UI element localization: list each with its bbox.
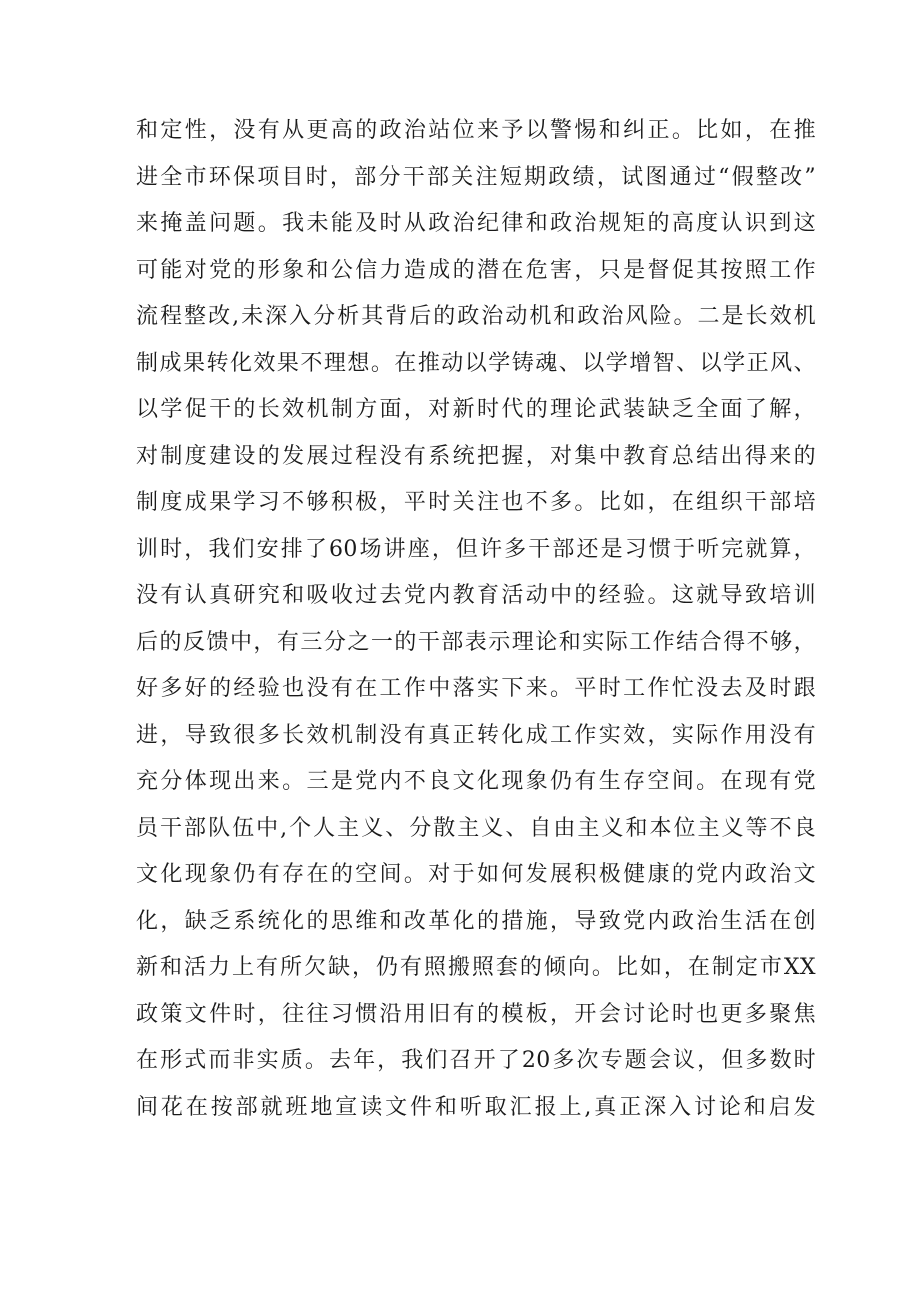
text-line: 进全市环保项目时，部分干部关注短期政绩，试图通过“假整改” (136, 164, 816, 190)
text-line: 充分体现出来。三是党内不良文化现象仍有生存空间。在现有党 (136, 769, 816, 794)
text-line: 没有认真研究和吸收过去党内教育活动中的经验。这就导致培训 (136, 583, 816, 608)
text-line: 制成果转化效果不理想。在推动以学铸魂、以学增智、以学正风、 (136, 350, 816, 376)
text-line: 可能对党的形象和公信力造成的潜在危害，只是督促其按照工作 (136, 257, 816, 283)
text-line: 训时，我们安排了60场讲座，但许多干部还是习惯于听完就算， (136, 536, 816, 562)
text-line: 以学促干的长效机制方面，对新时代的理论武装缺乏全面了解， (136, 397, 816, 422)
text-line: 文化现象仍有存在的空间。对于如何发展积极健康的党内政治文 (136, 862, 816, 887)
text-line: 间花在按部就班地宣读文件和听取汇报上,真正深入讨论和启发 (136, 1094, 816, 1120)
body-text (136, 108, 816, 1131)
text-line: 进，导致很多长效机制没有真正转化成工作实效，实际作用没有 (136, 722, 816, 748)
text-line: 对制度建设的发展过程没有系统把握，对集中教育总结出得来的 (136, 443, 816, 469)
text-line: 来掩盖问题。我未能及时从政治纪律和政治规矩的高度认识到这 (136, 211, 816, 236)
text-line: 在形式而非实质。去年，我们召开了20多次专题会议，但多数时 (136, 1048, 816, 1073)
text-line: 好多好的经验也没有在工作中落实下来。平时工作忙没去及时跟 (136, 676, 816, 701)
text-line: 员干部队伍中,个人主义、分散主义、自由主义和本位主义等不良 (136, 815, 816, 841)
text-line: 新和活力上有所欠缺，仍有照搬照套的倾向。比如，在制定市XX (136, 955, 816, 980)
text-line: 后的反馈中，有三分之一的干部表示理论和实际工作结合得不够， (136, 629, 816, 655)
text-line: 制度成果学习不够积极，平时关注也不多。比如，在组织干部培 (136, 490, 816, 515)
text-line: 政策文件时，往往习惯沿用旧有的模板，开会讨论时也更多聚焦 (136, 1001, 816, 1027)
text-line: 和定性，没有从更高的政治站位来予以警惕和纠正。比如，在推 (136, 118, 816, 143)
text-line: 化，缺乏系统化的思维和改革化的措施，导致党内政治生活在创 (136, 908, 816, 934)
text-line: 流程整改,未深入分析其背后的政治动机和政治风险。二是长效机 (136, 304, 816, 329)
